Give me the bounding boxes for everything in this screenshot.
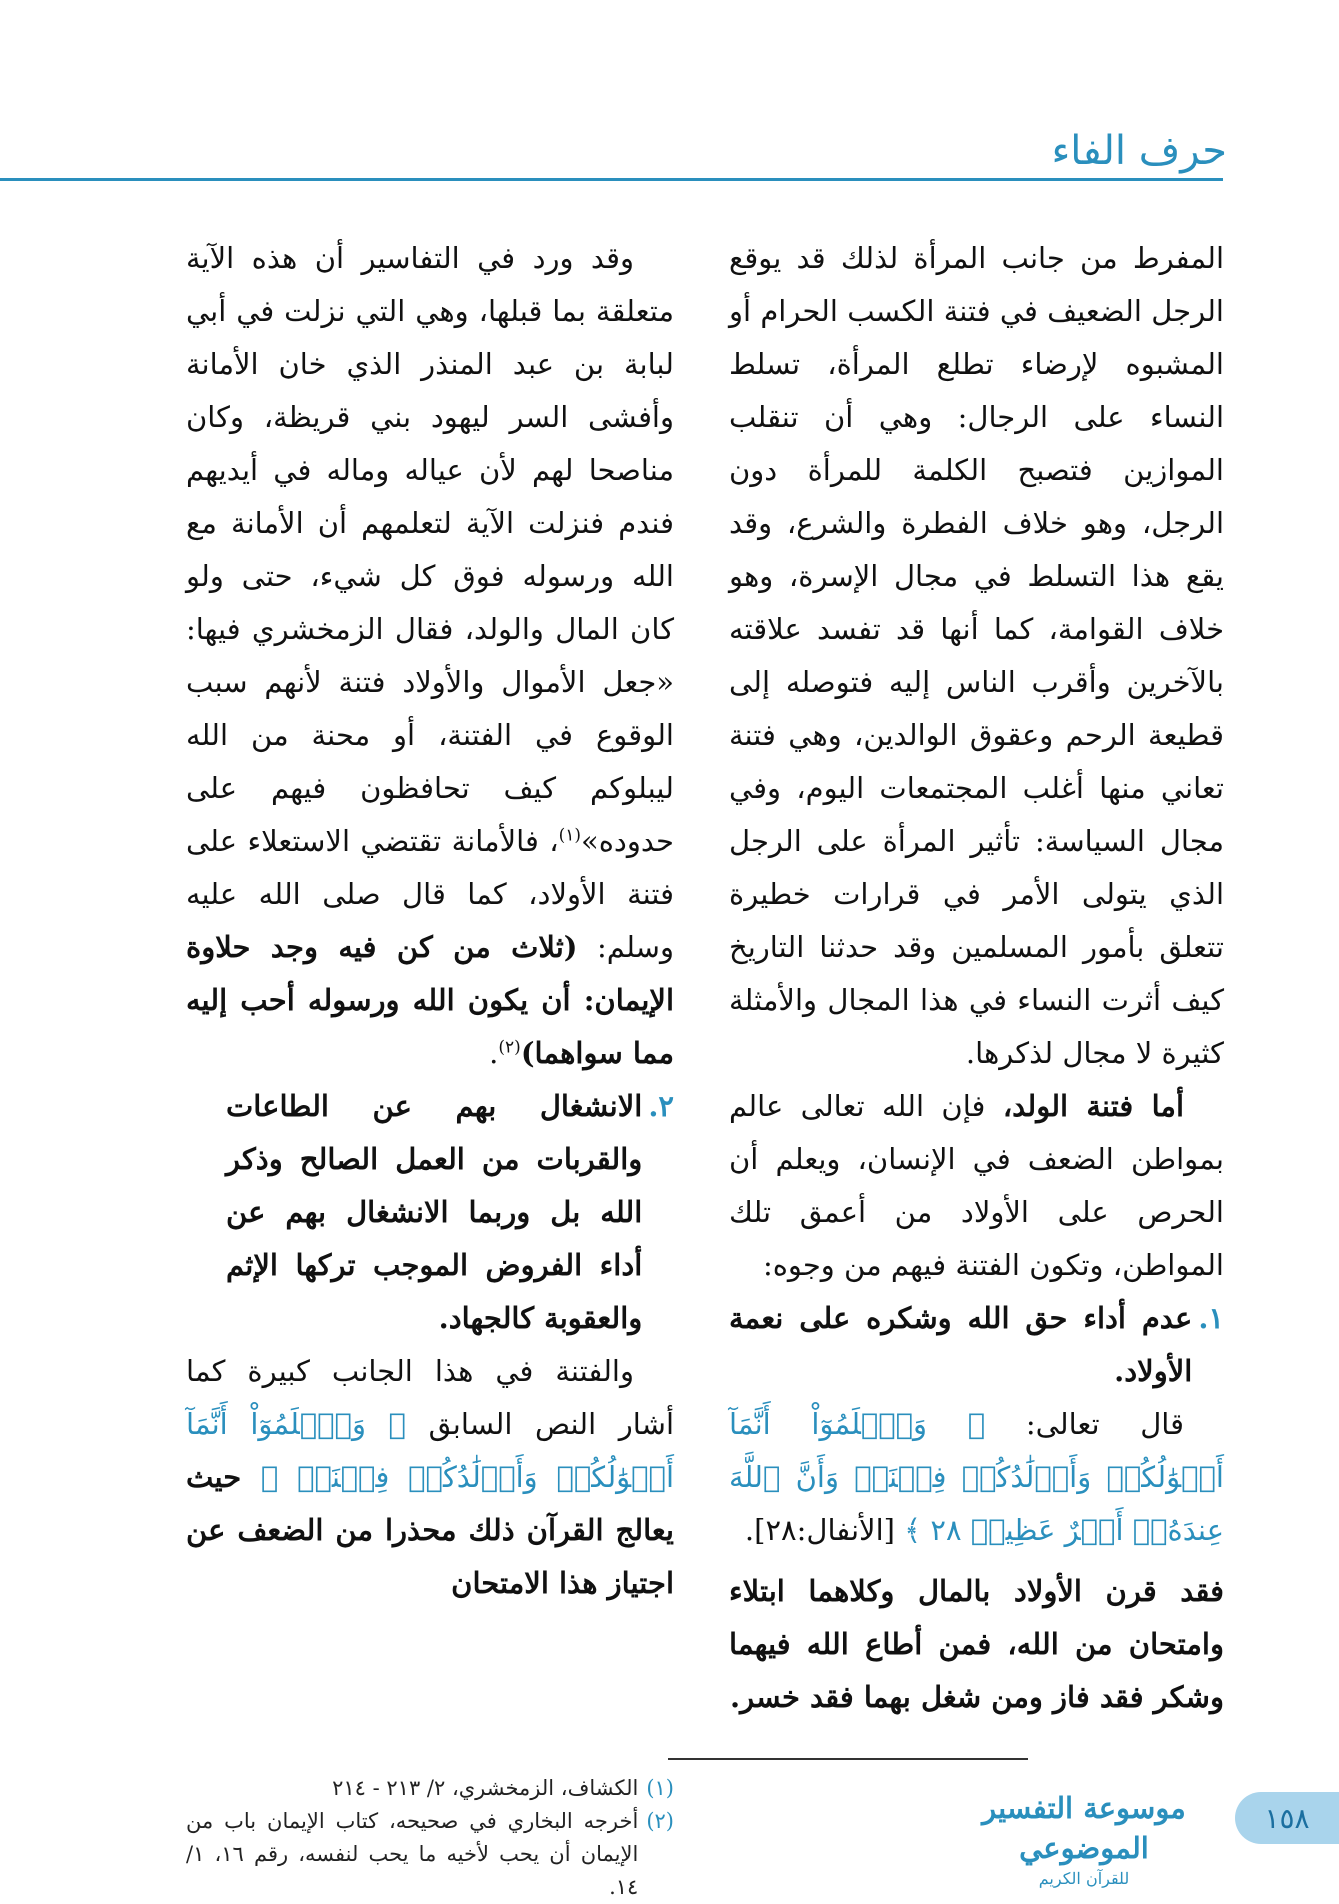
list-text: عدم أداء حق الله وشكره على نعمة الأولاد. (729, 1301, 1193, 1388)
footnote-marker[interactable]: (١) (558, 825, 581, 846)
paragraph-text: . (489, 1036, 499, 1070)
quote-intro: قال تعالى: (985, 1407, 1184, 1441)
bold-phrase: أما فتنة الولد، (1002, 1089, 1184, 1123)
paragraph-text: فإن الله تعالى عالم بمواطن الضعف في الإنسان، ويعلم أن الحرص على الأولاد من أعمق تلك المواطن، وتكون الفتنة فيهم من وجوه: (729, 1089, 1224, 1282)
quran-verse: ﴿ وَٱعۡلَمُوٓاْ أَنَّمَآ أَمۡوَٰلُكُمۡ وَأَوۡلَٰدُكُمۡ فِتۡنَةٞ وَأَنَّ ٱللَّهَ عِندَهُۥٓ أَجۡرٌ عَظِيمٞ ٢٨ ﴾ (729, 1407, 1224, 1547)
list-item (186, 1080, 674, 1345)
verse-reference: [الأنفال:٢٨]. (744, 1513, 905, 1547)
footnotes (186, 1772, 674, 1904)
quran-quote (729, 1398, 1224, 1557)
header-rule (0, 178, 1223, 181)
hadith-text: (ثلاث من كن فيه وجد حلاوة الإيمان: أن يكون الله ورسوله أحب إليه مما سواهما) (186, 930, 674, 1070)
list-number: ١. (1198, 1301, 1224, 1335)
logo-subtitle: للقرآن الكريم (1038, 1869, 1130, 1888)
paragraph-text: ، فالأمانة تقتضي الاستعلاء على فتنة الأولاد، كما قال صلى الله عليه وسلم: (186, 824, 674, 964)
left-column (186, 232, 674, 1610)
paragraph-text: والفتنة في هذا الجانب كبيرة كما أشار النص السابق (186, 1354, 675, 1441)
paragraph: المفرط من جانب المرأة لذلك قد يوقع الرجل الضعيف في فتنة الكسب الحرام أو المشبوه لإرضاء تطلع المرأة، تسلط النساء على الرجال: وهي أن تنقلب الموازين فتصبح الكلمة للمرأة دون الرجل، وهو خلاف الفطرة والشرع، وقد يقع هذا التسلط في مجال الإسرة، وهو خلاف القوامة، كما أنها قد تفسد علاقته بالآخرين وأقرب الناس إليه فتوصله إلى قطيعة الرحم وعقوق الوالدين، وهي فتنة تعاني منها أغلب المجتمعات اليوم، وفي مجال السياسة: تأثير المرأة على الرجل الذي يتولى الأمر في قرارات خطيرة تتعلق بأمور المسلمين وقد حدثنا التاريخ كيف أثرت النساء في هذا المجال والأمثلة كثيرة لا مجال لذكرها. (729, 241, 1224, 1070)
bold-phrase: حيث يعالج القرآن ذلك محذرا من الضعف عن اجتياز هذا الامتحان (186, 1460, 674, 1600)
paragraph (186, 1345, 674, 1610)
paragraph (729, 1080, 1224, 1292)
footnote-marker[interactable]: (٢) (498, 1037, 521, 1058)
list-item (729, 1292, 1224, 1398)
page-number: ١٥٨ (1235, 1792, 1339, 1844)
right-column (729, 232, 1224, 1724)
quran-verse: ﴿ وَٱعۡلَمُوٓاْ أَنَّمَآ أَمۡوَٰلُكُمۡ وَأَوۡلَٰدُكُمۡ فِتۡنَةٞ ﴾ (186, 1407, 674, 1494)
footnote (186, 1805, 674, 1904)
list-text: الانشغال بهم عن الطاعات والقربات من العمل الصالح وذكر الله بل وربما الانشغال بهم عن أداء الفروض الموجب تركها الإثم والعقوبة كالجهاد. (226, 1089, 643, 1335)
paragraph (186, 232, 674, 1080)
footnote-text: أخرجه البخاري في صحيحه، كتاب الإيمان باب من الإيمان أن يحب لأخيه ما يحب لنفسه، رقم ١٦، ١/ ١٤. (186, 1809, 639, 1899)
footnote-text: الكشاف، الزمخشري، ٢/ ٢١٣ - ٢١٤ (332, 1776, 639, 1800)
chapter-title: حرف الفاء (1051, 128, 1227, 174)
footnote-number: (١) (646, 1776, 674, 1800)
footnote (186, 1772, 674, 1805)
logo-title: موسوعة التفسير الموضوعي (982, 1791, 1186, 1865)
footnote-number: (٢) (646, 1809, 674, 1833)
paragraph-text: وقد ورد في التفاسير أن هذه الآية متعلقة بما قبلها، وهي التي نزلت في أبي لبابة بن عبد المنذر الذي خان الأمانة وأفشى السر ليهود بني قريظة، وكان مناصحا لهم لأن عياله وماله في أيديهم فندم فنزلت الآية لتعلمهم أن الأمانة مع الله ورسوله فوق كل شيء، حتى ولو كان المال والولد، فقال الزمخشري فيها: «جعل الأموال والأولاد فتنة لأنهم سبب الوقوع في الفتنة، أو محنة من الله ليبلوكم كيف تحافظون فيهم على حدوده» (186, 241, 674, 858)
encyclopedia-logo (954, 1788, 1214, 1888)
footnote-divider (668, 1758, 1028, 1760)
paragraph: فقد قرن الأولاد بالمال وكلاهما ابتلاء وامتحان من الله، فمن أطاع الله فيهما وشكر فقد فاز ومن شغل بهما فقد خسر. (729, 1574, 1224, 1714)
list-number: ٢. (648, 1089, 674, 1123)
